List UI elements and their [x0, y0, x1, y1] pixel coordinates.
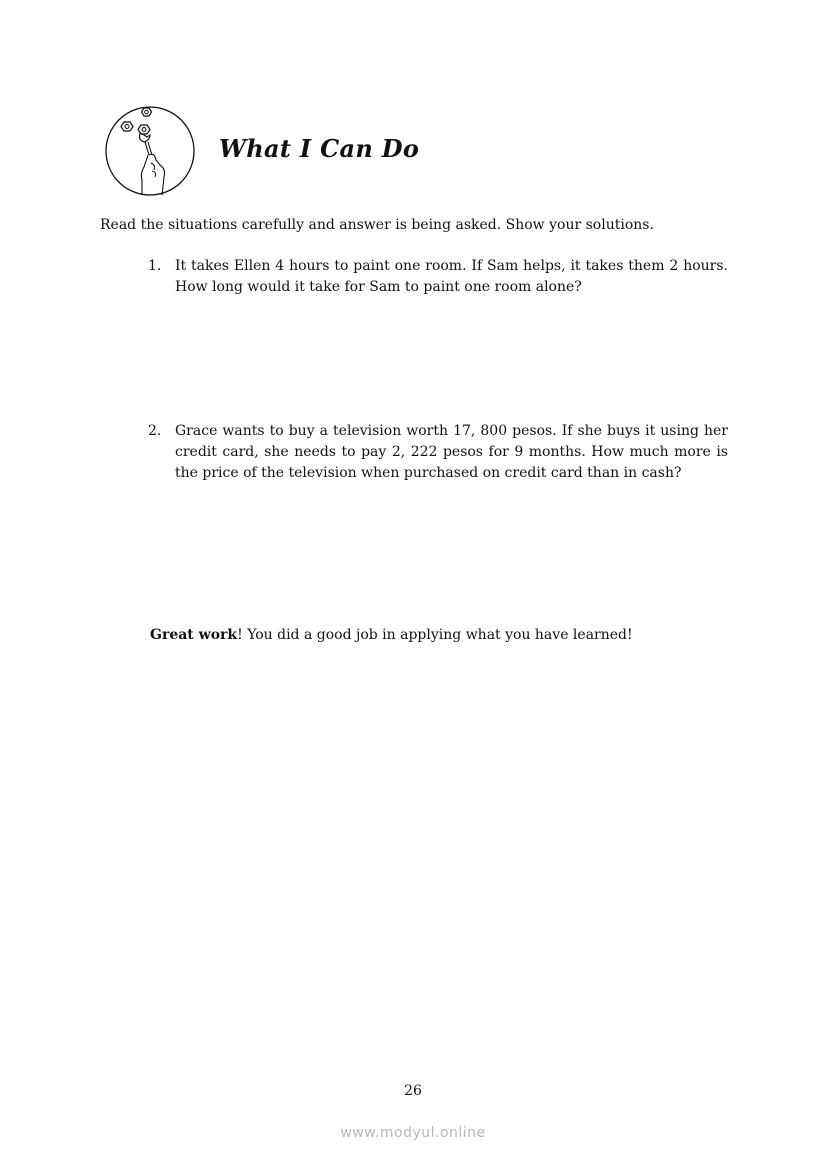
problem-number: 1. — [148, 258, 162, 274]
problem-text: It takes Ellen 4 hours to paint one room. If Sam helps, it takes them 2 hours. How long would it take for Sam to paint one room alone? — [175, 258, 728, 295]
watermark: www.modyul.online — [340, 1125, 486, 1141]
closing-bold: Great work — [150, 627, 238, 643]
instructions: Read the situations carefully and answer is being asked. Show your solutions. — [100, 217, 654, 233]
closing-rest: ! You did a good job in applying what you have learned! — [237, 627, 633, 643]
closing-message — [150, 627, 633, 643]
page-number: 26 — [404, 1083, 422, 1099]
problem-number: 2. — [148, 423, 162, 439]
problem-item — [148, 256, 728, 298]
problem-text: Grace wants to buy a television worth 17, 800 pesos. If she buys it using her credit card, she needs to pay 2, 222 pesos for 9 months. How much more is the price of the television when purchased on credit card than in cash? — [175, 423, 728, 481]
section-title: What I Can Do — [219, 134, 420, 163]
hand-wrench-icon — [104, 105, 196, 197]
problem-item — [148, 421, 728, 484]
